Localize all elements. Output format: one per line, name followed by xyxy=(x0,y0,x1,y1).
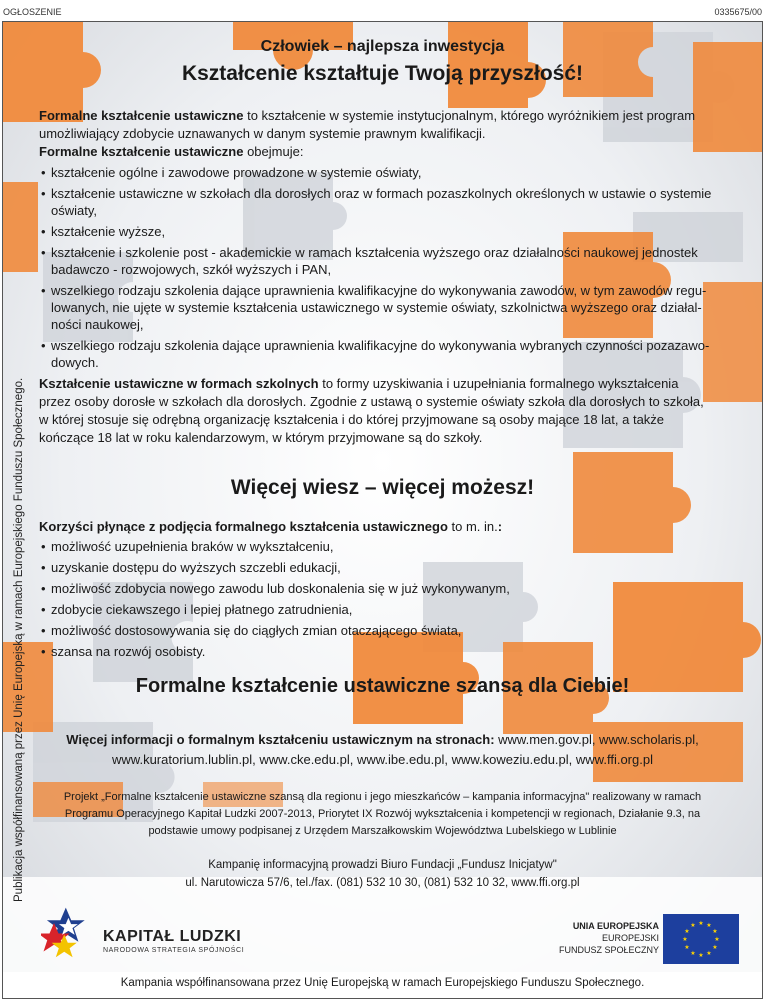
svg-text:★: ★ xyxy=(706,922,712,929)
svg-text:★: ★ xyxy=(712,928,718,935)
benefits-term: Korzyści płynące z podjęcia formalnego kształcenia ustawicznego xyxy=(39,519,448,534)
eu-text xyxy=(559,920,659,956)
paragraph-school-forms-line4: kończące 18 lat w roku kalendarzowym, w którym przyjmowane są do szkoły. xyxy=(39,430,483,445)
campaign-line: Kampanię informacyjną prowadzi Biuro Fundacji „Fundusz Inicjatyw" xyxy=(208,859,557,871)
paragraph-definition xyxy=(39,107,695,124)
slogan: Człowiek – najlepsza inwestycja xyxy=(260,38,505,55)
svg-text:★: ★ xyxy=(690,950,696,957)
header-code: 0335675/00 xyxy=(714,7,762,17)
svg-text:★: ★ xyxy=(714,936,720,943)
side-caption: Publikacja współfinansowaną przez Unię Europejską w ramach Europejskiego Funduszu Społecznego. xyxy=(13,377,25,902)
includes-text: obejmuje: xyxy=(243,144,304,159)
benefits-text: to m. in. xyxy=(447,519,498,534)
svg-text:★: ★ xyxy=(684,928,690,935)
project-line: Programu Operacyjnego Kapitał Ludzki 2007-2013, Priorytet IX Rozwój wykształcenia i kompetencji w regionach, Działanie 9.3, na xyxy=(64,808,701,820)
ad-content: Człowiek – najlepsza inwestycja Kształcenie kształtuje Twoją przyszłość! Formalne kształcenie ustawiczne to kształcenie w systemie instytucjonalnym, którego wyróżnikiem jest program umożliwiający zdobycie uznawanych w danym systemie prawnym kwalifikacji. Formalne kształcenie ustawiczne obejmuje: • kształcenie ogólne i zawodowe prowadzone w systemie oświaty, • kształcenie ustawiczne w szkołach dla dorosłych oraz w formach pozaszkolnych określonych w ustawie o systemie oświaty, • kształcenie wyższe, • kształcenie i szkolenie post - akademickie w ramach kształcenia wyższego oraz działalności naukowej jednostek badawczo - rozwojowych, szkół wyższych i PAN, • wszelkiego rodzaju szkolenia dające uprawnienia kwalifikacyjne do wykonywania zawodów, w tym zawodów regu- lowanych, nie ujęte w systemie kształcenia ustawicznego w systemie oświaty, szkolnictwa wyższego oraz działal- ności naukowej, • wszelkiego rodzaju szkolenia dające uprawnienia kwalifikacyjne do wykonywania wybranych czynności pozazawo- dowych. Kształcenie ustawiczne w formach szkolnych to formy uzyskiwania i uzupełniania formalnego wykształcenia przez osoby dorosłe w szkołach dla dorosłych. Zgodnie z ustawą o systemie oświaty szkoła dla dorosłych to szkoła, w której stosuje się odrębną organizację kształcenia i do której przyjmowane są osoby mające 18 lat, a także kończące 18 lat w roku kalendarzowym, w którym przyjmowane są do szkoły. Więcej wiesz – więcej możesz! Korzyści płynące z podjęcia formalnego kształcenia ustawicznego to m. in.: • możliwość uzupełnienia braków w wykształceniu, • uzyskanie dostępu do wyższych szczebli edukacji, • możliwość zdobycia nowego zawodu lub doskonalenia się w już wykonywanym, • zdobycie ciekawszego i lepiej płatnego zatrudnienia, • możliwość dostosowywania się do ciągłych zmian otaczającego świata, • szansa na rozwój osobisty. Formalne kształcenie ustawiczne szansą dla Ciebie! Więcej informacji o formalnym kształceniu ustawicznym na stronach: www.men.gov.pl, www.scholaris.pl, www.kuratorium.lublin.pl, www.cke.edu.pl, www.ibe.edu.pl, www.koweziu.edu.pl, www.ffi.org.pl Projekt „Formalne kształcenie ustawiczne szansą dla regionu i jego mieszkańców – kampania informacyjna" realizowany w ramach Programu Operacyjnego Kapitał Ludzki 2007-2013, Priorytet IX Rozwój wykształcenia i kompetencji w regionach, Działanie 9.3, na podstawie umowy podpisanej z Urzędem Marszałkowskim Województwa Lubelskiego w Lublinie Kampanię informacyjną prowadzi Biuro Fundacji „Fundusz Inicjatyw" ul. Narutowicza 57/6, tel./fax. (081) 532 10 30, (081) 532 10 32, www.ffi.org.pl KAPITAŁ LUDZKI NARODOWA STRATEGIA SPÓJNOŚCI UNIA EUROPEJSKA EUROPEJSKI FUNDUSZ SPOŁECZNY ★ ★ ★ ★ ★ ★ ★ ★ ★ ★ ★ ★ xyxy=(3,22,762,998)
paragraph-school-forms xyxy=(39,375,678,392)
info-links-line2[interactable]: www.kuratorium.lublin.pl, www.cke.edu.pl, www.ibe.edu.pl, www.koweziu.edu.pl, www.ffi.org.pl xyxy=(112,752,653,767)
campaign-line: ul. Narutowicza 57/6, tel./fax. (081) 532 10 30, (081) 532 10 32, www.ffi.org.pl xyxy=(185,877,580,889)
info-links[interactable]: www.men.gov.pl, www.scholaris.pl, xyxy=(494,732,699,747)
school-forms-text: to formy uzyskiwania i uzupełniania formalnego wykształcenia xyxy=(318,376,679,391)
eu-flag-icon xyxy=(663,914,739,964)
paragraph-school-forms-line3: w której stosuje się odrębną organizację kształcenia i do której przyjmowane są osoby mające 18 lat, a także xyxy=(39,412,665,427)
paragraph-definition-line2: umożliwiający zdobycie uznawanych w danym systemie prawnym kwalifikacji. xyxy=(39,126,486,141)
svg-text:★: ★ xyxy=(682,936,688,943)
info-label: Więcej informacji o formalnym kształceniu ustawicznym na stronach: xyxy=(66,732,495,747)
svg-text:★: ★ xyxy=(690,922,696,929)
svg-text:★: ★ xyxy=(684,944,690,951)
definition-term: Formalne kształcenie ustawiczne xyxy=(39,108,244,123)
includes-term: Formalne kształcenie ustawiczne xyxy=(39,144,244,159)
svg-text:★: ★ xyxy=(706,950,712,957)
kapital-ludzki-sub: NARODOWA STRATEGIA SPÓJNOŚCI xyxy=(103,947,245,954)
definition-text: to kształcenie w systemie instytucjonalnym, którego wyróżnikiem jest program xyxy=(243,108,696,123)
project-line: Projekt „Formalne kształcenie ustawiczne szansą dla regionu i jego mieszkańców – kampania informacyjna" realizowany w ramach xyxy=(63,791,702,803)
svg-text:★: ★ xyxy=(712,944,718,951)
eu-fund-line1: EUROPEJSKI xyxy=(601,933,659,943)
footer xyxy=(3,972,762,998)
project-line: podstawie umowy podpisanej z Urzędem Marszałkowskim Województwa Lubelskiego w Lublinie xyxy=(148,825,617,837)
info-line xyxy=(3,731,762,748)
kapital-ludzki-emblem-icon xyxy=(41,902,101,962)
paragraph-school-forms-line2: przez osoby dorosłe w szkołach dla dorosłych. Zgodnie z ustawą o systemie oświaty szkoła dla dorosłych to szkoła, xyxy=(39,394,704,409)
paragraph-benefits: Korzyści płynące z podjęcia formalnego kształcenia ustawicznego to m. in.: xyxy=(39,519,503,534)
kapital-ludzki-logo xyxy=(41,902,301,962)
svg-text:★: ★ xyxy=(698,920,704,927)
section-title-benefits: Więcej wiesz – więcej możesz! xyxy=(230,476,535,499)
top-strip xyxy=(0,0,765,20)
school-forms-term: Kształcenie ustawiczne w formach szkolnych xyxy=(39,376,319,391)
advert-frame xyxy=(2,21,763,999)
main-title: Kształcenie kształtuje Twoją przyszłość! xyxy=(181,62,584,85)
eu-logo xyxy=(533,912,743,968)
eu-fund-line2: FUNDUSZ SPOŁECZNY xyxy=(558,945,659,955)
eu-name: UNIA EUROPEJSKA xyxy=(572,921,659,931)
section-title-chance: Formalne kształcenie ustawiczne szansą dla Ciebie! xyxy=(135,675,630,697)
kapital-ludzki-name: KAPITAŁ LUDZKI xyxy=(103,928,242,945)
svg-text:★: ★ xyxy=(698,952,704,959)
paragraph-includes xyxy=(39,143,303,160)
header-label: OGŁOSZENIE xyxy=(3,7,62,17)
footer-text: Kampania współfinansowana przez Unię Europejską w ramach Europejskiego Funduszu Społecznego. xyxy=(120,977,645,989)
